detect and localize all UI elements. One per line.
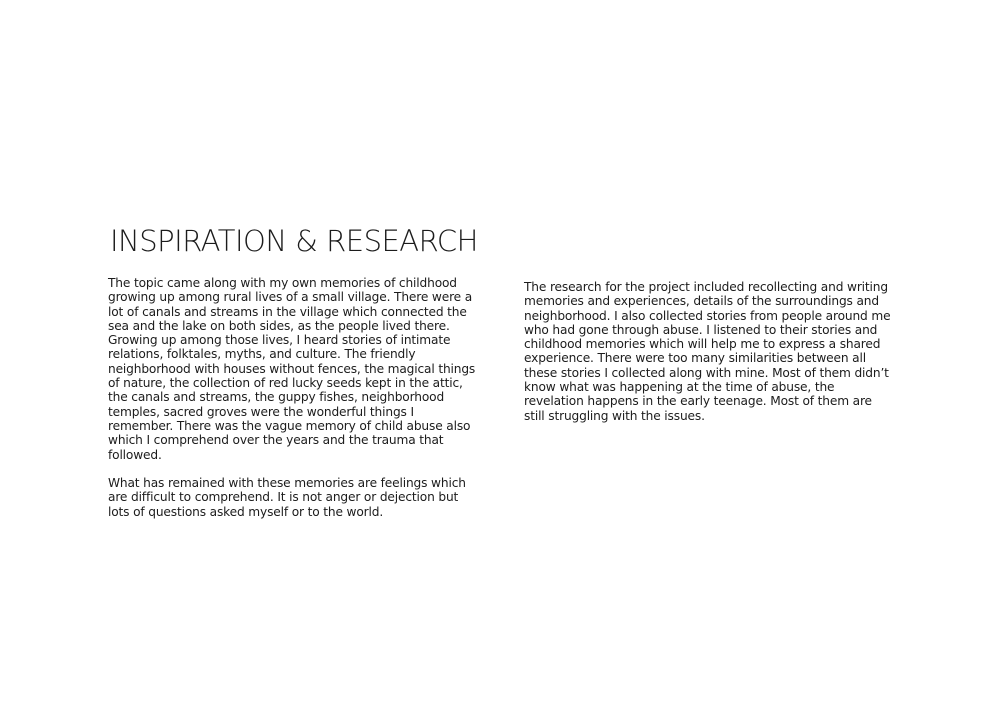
left-paragraph-1: The topic came along with my own memories of childhood growing up among rural lives of a small village. There were a lot of canals and streams in the village which connected the sea and the lake on both sides, as the people lived there. Growing up among those lives, I heard stories of intimate relations, folktales, myths, and culture. The friendly neighborhood with houses without fences, the magical things of nature, the collection of red lucky seeds kept in the attic, the canals and streams, the guppy fishes, neighborhood temples, sacred groves were the wonderful things I remember. There was the vague memory of child abuse also which I comprehend over the years and the trauma that followed. — [108, 276, 476, 462]
left-paragraph-2: What has remained with these memories are feelings which are difficult to comprehend. It is not anger or dejection but lots of questions asked myself or to the world. — [108, 476, 466, 519]
left-text-column — [108, 276, 480, 519]
right-text-column — [524, 280, 896, 423]
page-title: INSPIRATION & RESEARCH — [110, 224, 478, 258]
right-paragraph-1: The research for the project included recollecting and writing memories and experiences, details of the surroundings and neighborhood. I also collected stories from people around me who had gone through abuse. I listened to their stories and childhood memories which will help me to express a shared experience. There were too many similarities between all these stories I collected along with mine. Most of them didn’t know what was happening at the time of abuse, the revelation happens in the early teenage. Most of them are still struggling with the issues. — [524, 280, 891, 423]
